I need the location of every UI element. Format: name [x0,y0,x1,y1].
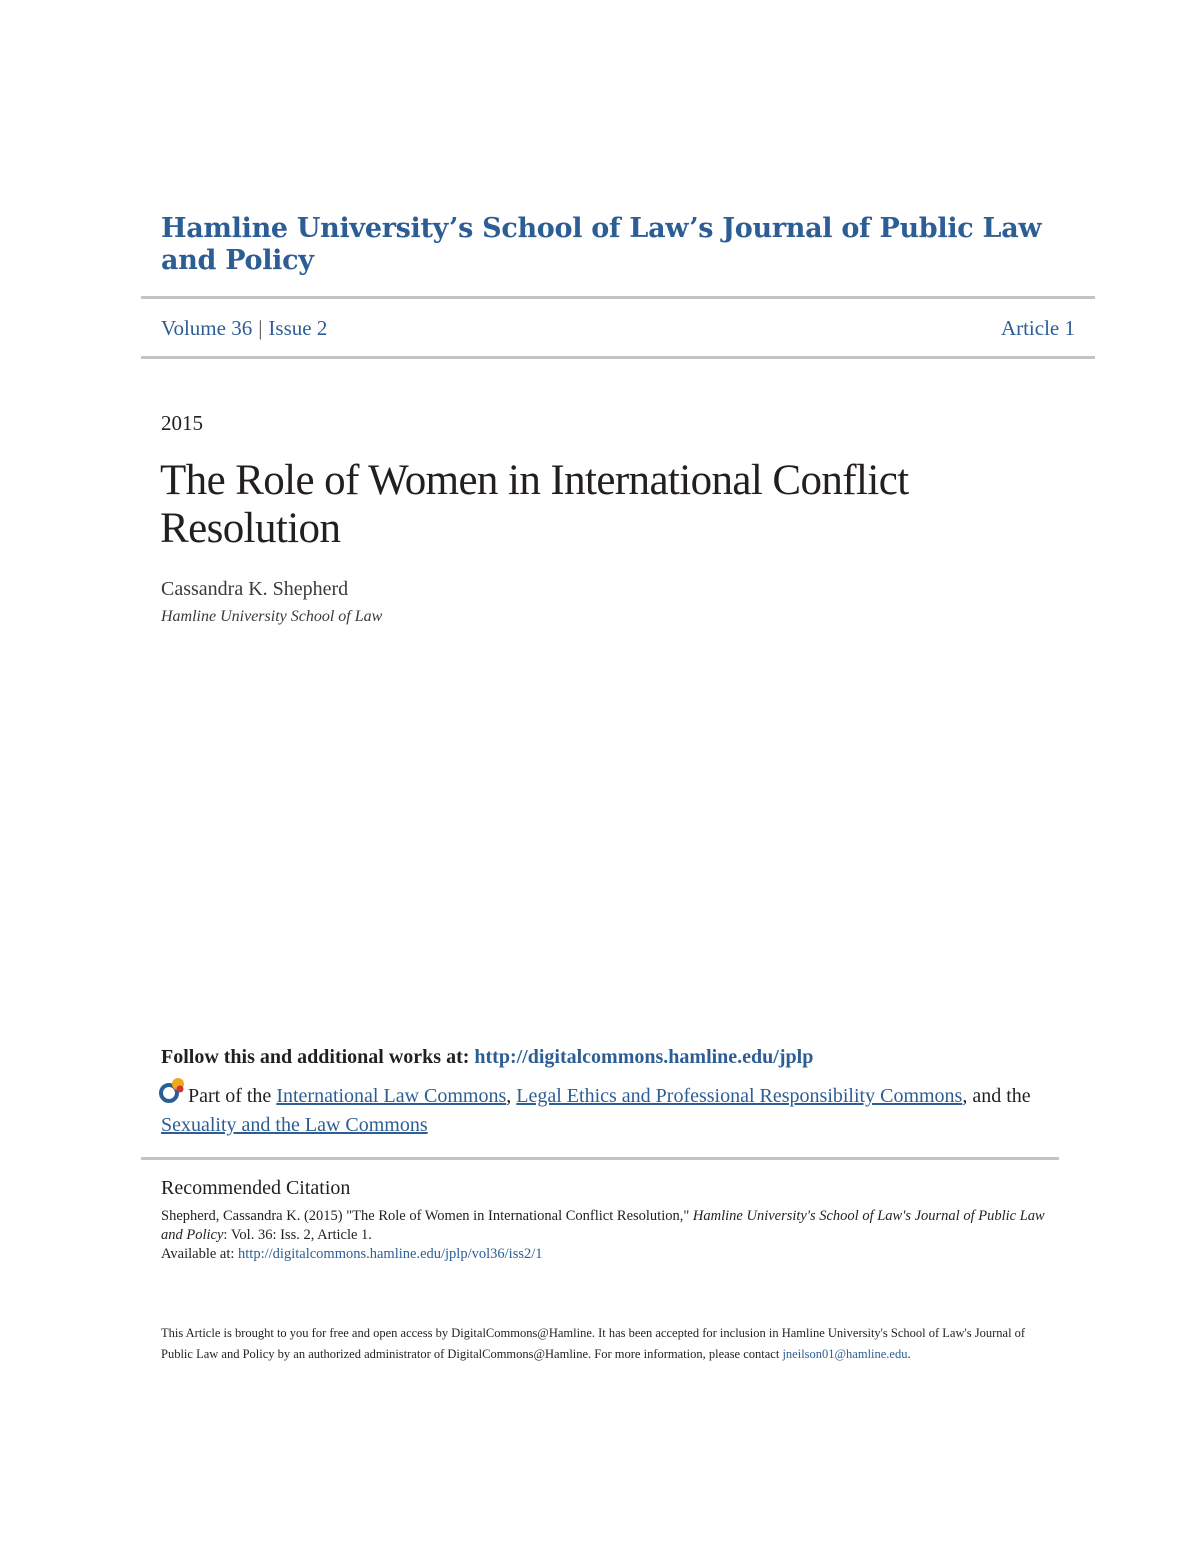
author-affiliation: Hamline University School of Law [161,608,383,625]
publication-year: 2015 [161,411,203,435]
legal-ethics-commons-link[interactable]: Legal Ethics and Professional Responsibility Commons [516,1085,963,1107]
and-the-text: and the [972,1085,1031,1107]
access-note-end: . [907,1347,911,1361]
journal-title[interactable]: Hamline University’s School of Law’s Journal of Public Law and Policy [161,213,1042,276]
article-number-link[interactable]: Article 1 [1000,316,1075,340]
follow-line [161,1046,813,1069]
citation-url-link[interactable]: http://digitalcommons.hamline.edu/jplp/vol36/iss2/1 [238,1246,543,1262]
citation-journal: Hamline University's School of Law's Journal of Public Law and Policy [161,1208,1045,1243]
volume-link[interactable]: Volume 36 [161,316,253,340]
available-at-label: Available at: [161,1246,235,1262]
part-of-prefix: Part of the [188,1085,272,1107]
recommended-citation-heading: Recommended Citation [161,1177,351,1199]
citation-text-1: Shepherd, Cassandra K. (2015) "The Role of Women in International Conflict Resolution," [161,1208,690,1224]
follow-label: Follow this and additional works at: [161,1046,470,1068]
citation-divider [141,1157,1059,1160]
open-access-note [161,1323,1051,1365]
part-of-commons [161,1082,1081,1140]
commons-separator-1: , [506,1085,512,1107]
commons-separator-2: , [962,1085,968,1107]
contact-email-link[interactable]: jneilson01@hamline.edu [782,1347,908,1361]
citation-block [161,1207,1061,1264]
sexuality-law-commons-link[interactable]: Sexuality and the Law Commons [161,1114,428,1136]
volume-issue-separator: | [258,316,263,340]
article-title: The Role of Women in International Conflict Resolution [160,457,909,552]
volume-issue [161,316,327,341]
author-name: Cassandra K. Shepherd [161,578,349,600]
top-divider [141,296,1095,299]
follow-url-link[interactable]: http://digitalcommons.hamline.edu/jplp [474,1046,814,1068]
issue-link[interactable]: Issue 2 [268,316,328,340]
international-law-commons-link[interactable]: International Law Commons [276,1085,507,1107]
access-note-text: This Article is brought to you for free and open access by DigitalCommons@Hamline. It has been accepted for inclusion in Hamline University's School of Law's Journal of Public Law and Policy by an authorized administrator of DigitalCommons@Hamline. For more information, please contact [161,1326,1026,1361]
citation-text-2: : Vol. 36: Iss. 2, Article 1. [223,1227,372,1243]
issue-divider [141,356,1095,359]
